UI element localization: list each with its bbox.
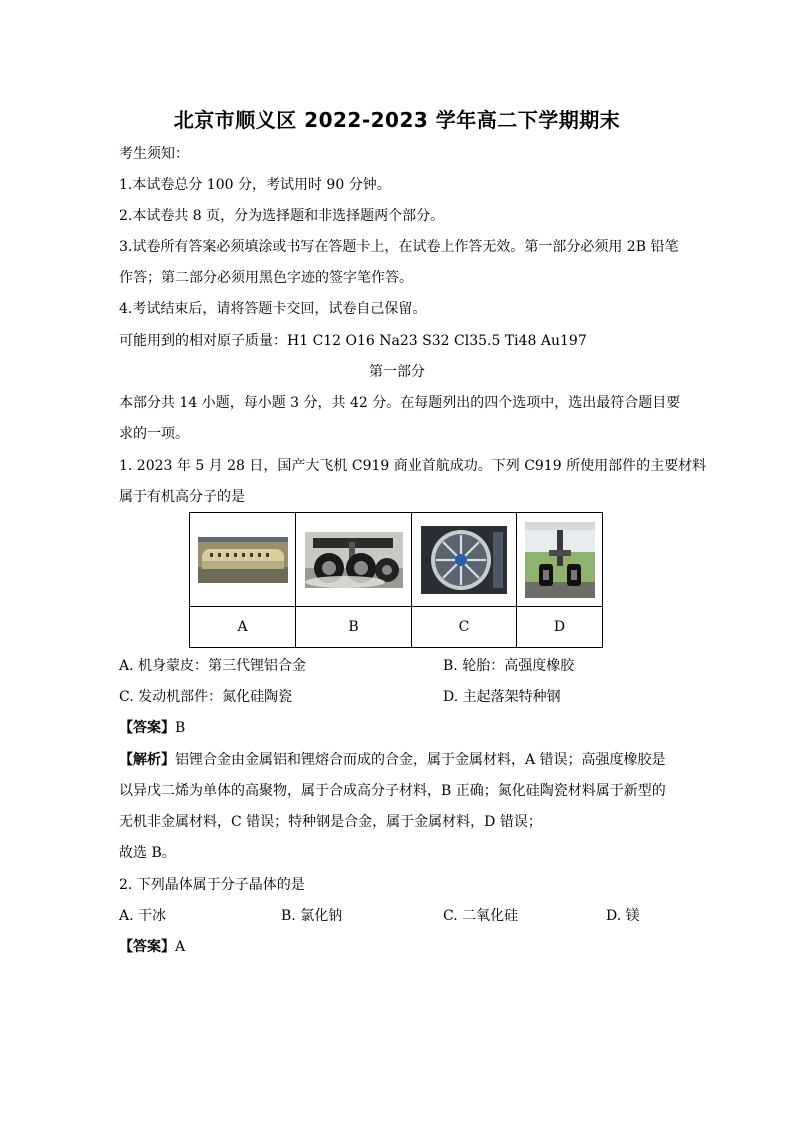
q2-answer-tag: 【答案】 [119, 939, 175, 955]
notice-heading: 考生须知： [119, 146, 189, 162]
q2-option-c: C. 二氧化硅 [443, 908, 519, 924]
q1-option-a: A. 机身蒙皮：第三代锂铝合金 [119, 658, 307, 674]
q1-label-a: A [190, 607, 296, 648]
q1-cell-b-image [296, 513, 412, 607]
q1-analysis-4: 故选 B。 [119, 845, 176, 861]
q2-answer [119, 937, 185, 957]
q1-cell-a-image [190, 513, 296, 607]
q1-image-table [189, 512, 603, 648]
q1-analysis-tag: 【解析】 [119, 752, 175, 768]
landing-gear-photo [525, 522, 595, 598]
section-intro-2: 求的一项。 [119, 426, 189, 442]
q2-answer-value: A [175, 939, 186, 955]
fuselage-photo [198, 537, 288, 583]
q1-stem-1: 1. 2023 年 5 月 28 日，国产大飞机 C919 商业首航成功。下列 C919 所使用部件的主要材料 [119, 458, 707, 474]
q1-answer-tag: 【答案】 [119, 720, 175, 736]
q1-analysis-3: 无机非金属材料，C 错误；特种钢是合金，属于金属材料，D 错误； [119, 814, 542, 830]
notice-item-2: 2.本试卷共 8 页，分为选择题和非选择题两个部分。 [119, 208, 445, 224]
section-title: 第一部分 [369, 364, 425, 380]
q1-label-c: C [412, 607, 517, 648]
q1-answer-value: B [175, 720, 186, 736]
q2-option-b: B. 氯化钠 [281, 908, 343, 924]
atomic-mass-line: 可能用到的相对原子质量：H1 C12 O16 Na23 S32 Cl35.5 Ti48 Au197 [119, 333, 587, 349]
notice-item-1: 1.本试卷总分 100 分，考试用时 90 分钟。 [119, 177, 391, 193]
q1-analysis-text-1: 铝锂合金由金属铝和锂熔合而成的合金，属于金属材料，A 错误；高强度橡胶是 [175, 752, 666, 768]
q2-stem: 2. 下列晶体属于分子晶体的是 [119, 877, 305, 893]
section-intro-1: 本部分共 14 小题，每小题 3 分，共 42 分。在每题列出的四个选项中，选出最符合题目要 [119, 395, 681, 411]
q2-option-d: D. 镁 [606, 908, 640, 924]
q1-answer [119, 718, 185, 738]
notice-item-4: 4.考试结束后，请将答题卡交回，试卷自己保留。 [119, 301, 427, 317]
q1-label-b: B [296, 607, 412, 648]
q1-option-c: C. 发动机部件：氮化硅陶瓷 [119, 689, 293, 705]
q1-cell-d-image [517, 513, 603, 607]
q1-option-d: D. 主起落架特种钢 [443, 689, 561, 705]
q1-analysis-2: 以异戊二烯为单体的高聚物，属于合成高分子材料，B 正确；氮化硅陶瓷材料属于新型的 [119, 783, 666, 799]
q2-option-a: A. 干冰 [119, 908, 167, 924]
notice-item-3: 3.试卷所有答案必须填涂或书写在答题卡上，在试卷上作答无效。第一部分必须用 2B 铅笔 [119, 239, 679, 255]
page-title: 北京市顺义区 2022-2023 学年高二下学期期末 [173, 108, 621, 132]
q1-stem-2: 属于有机高分子的是 [119, 489, 245, 505]
engine-photo [421, 526, 507, 594]
q1-option-b: B. 轮胎：高强度橡胶 [443, 658, 575, 674]
tire-photo [305, 532, 403, 588]
q1-label-d: D [517, 607, 603, 648]
q1-cell-c-image [412, 513, 517, 607]
q1-analysis-1 [119, 750, 666, 770]
notice-item-3-cont: 作答；第二部分必须用黑色字迹的签字笔作答。 [119, 270, 413, 286]
